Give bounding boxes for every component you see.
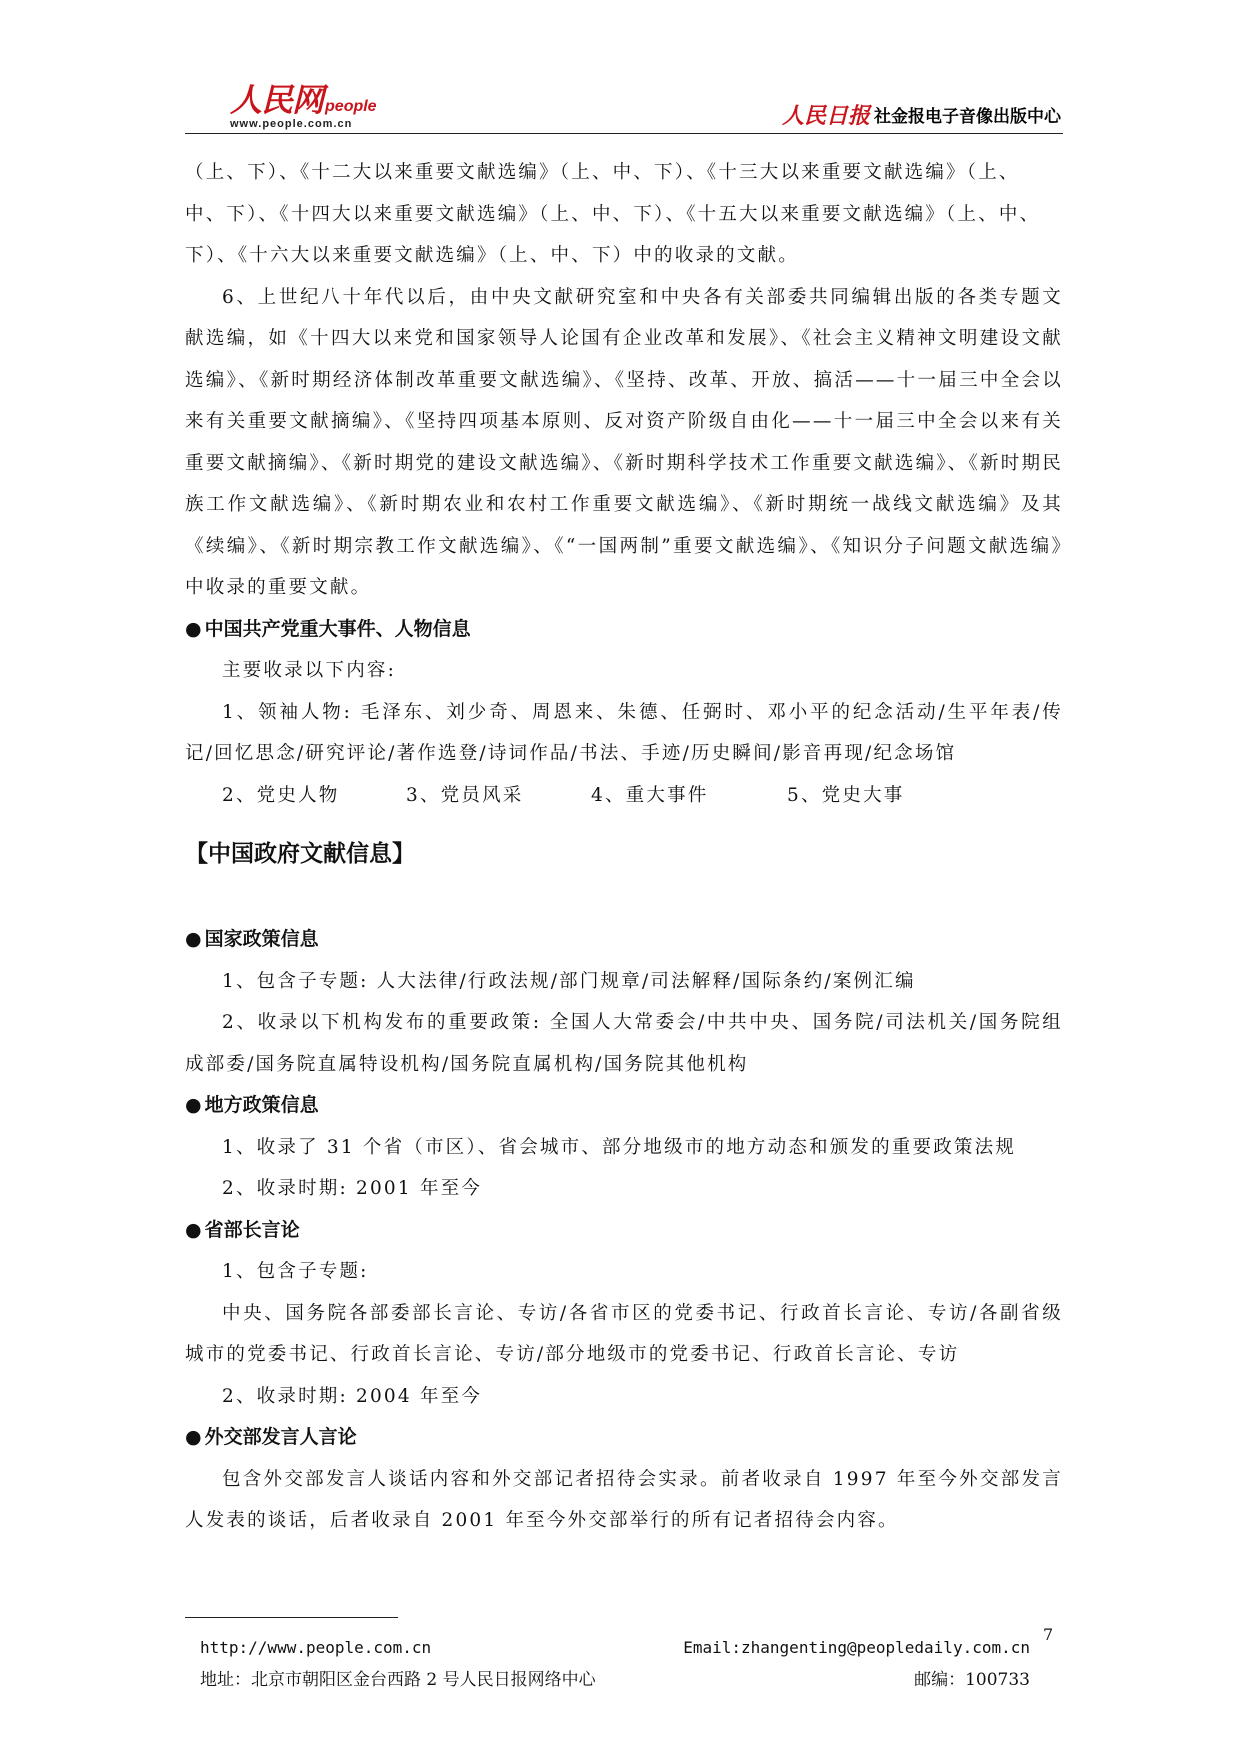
people-daily-logo: 人民日报 [781, 103, 870, 129]
heading-text: 外交部发言人言论 [204, 1426, 357, 1448]
heading-text: 省部长言论 [204, 1218, 300, 1241]
publisher-center-name: 社金报电子音像出版中心 [874, 107, 1061, 127]
paragraph: 1、收录了 31 个省（市区）、省会城市、部分地级市的地方动态和颁发的重要政策法规 [222, 1136, 1017, 1158]
heading-text: 中国共产党重大事件、人物信息 [204, 617, 471, 640]
heading-foreign-ministry [185, 1417, 1063, 1459]
paragraph: 主要收录以下内容: [222, 660, 397, 681]
paragraph: 1、包含子专题: 人大法律/行政法规/部门规章/司法解释/国际条约/案例汇编 [222, 970, 916, 992]
paragraph-special-collections: 6、上世纪八十年代以后，由中央文献研究室和中央各有关部委共同编辑出版的各类专题文献选编，如《十四大以来党和国家领导人论国有企业改革和发展》、《社会主义精神文明建设文献选编》、《新时期经济体制改革重要文献选编》、《坚持、改革、开放、搞活——十一届三中全会以来有关重要文献摘编》、《坚持四项基本原则、反对资产阶级自由化——十一届三中全会以来有关重要文献摘编》、《新时期党的建设文献选编》、《新时期科学技术工作重要文献选编》、《新时期民族工作文献选编》、《新时期农业和农村工作重要文献选编》、《新时期统一战线文献选编》及其《续编》、《新时期宗教工作文献选编》、《“一国两制”重要文献选编》、《知识分子问题文献选编》中收录的重要文献。 [185, 286, 1063, 598]
bullet-icon: ● [185, 1426, 202, 1448]
people-net-logo [230, 81, 377, 130]
footer-postcode: 邮编：100733 [914, 1670, 1030, 1690]
paragraph: 2、收录时期: 2001 年至今 [222, 1178, 483, 1199]
paragraph-line: 中、下）、《十四大以来重要文献选编》（上、中、下）、《十五大以来重要文献选编》（上、中、 [185, 203, 1041, 225]
header-divider [185, 133, 1063, 134]
party-item: 5、党史大事 [787, 784, 905, 806]
paragraph: 1、包含子专题: [222, 1261, 369, 1282]
paragraph-leaders: 1、领袖人物: 毛泽东、刘少奇、周恩来、朱德、任弼时、邓小平的纪念活动/生平年表/传记/回忆思念/研究评论/著作选登/诗词作品/书法、手迹/历史瞬间/影音再现/纪念场馆 [185, 701, 1063, 764]
document-body [185, 152, 1063, 1542]
party-item: 3、党员风采 [406, 784, 524, 806]
footer-url: http://www.people.com.cn [200, 1638, 432, 1657]
paragraph: 2、收录时期: 2004 年至今 [222, 1385, 483, 1407]
party-item: 2、党史人物 [222, 784, 340, 806]
paragraph: 包含外交部发言人谈话内容和外交部记者招待会实录。前者收录自 1997 年至今外交部发言人发表的谈话，后者收录自 2001 年至今外交部举行的所有记者招待会内容。 [185, 1468, 1063, 1531]
heading-party-events [185, 609, 1063, 651]
footer-divider [185, 1617, 398, 1618]
heading-local-policy [185, 1085, 1063, 1127]
heading-text: 国家政策信息 [204, 928, 319, 950]
page-number: 7 [1043, 1625, 1054, 1644]
heading-minister-remarks [185, 1210, 1063, 1252]
section-title-gov-docs: 【中国政府文献信息】 [185, 841, 415, 867]
heading-text: 地方政策信息 [204, 1094, 319, 1116]
heading-national-policy [185, 919, 1063, 961]
footer-address: 地址：北京市朝阳区金台西路 2 号人民日报网络中心 [200, 1670, 596, 1690]
paragraph: 2、收录以下机构发布的重要政策: 全国人大常委会/中共中央、国务院/司法机关/国务院组成部委/国务院直属特设机构/国务院直属机构/国务院其他机构 [185, 1012, 1063, 1075]
party-items-row [185, 775, 1063, 817]
logo-url: www.people.com.cn [230, 118, 353, 130]
bullet-icon: ● [185, 617, 202, 640]
paragraph-line: 下）、《十六大以来重要文献选编》（上、中、下）中的收录的文献。 [185, 245, 799, 266]
paragraph: 中央、国务院各部委部长言论、专访/各省市区的党委书记、行政首长言论、专访/各副省级城市的党委书记、行政首长言论、专访/部分地级市的党委书记、行政首长言论、专访 [185, 1302, 1063, 1365]
page-footer [200, 1632, 1030, 1696]
footer-email: Email:zhangenting@peopledaily.com.cn [683, 1638, 1030, 1657]
publisher-mark [782, 104, 1061, 128]
paragraph-line: （上、下）、《十二大以来重要文献选编》（上、中、下）、《十三大以来重要文献选编》（上、 [185, 162, 1020, 183]
logo-people-text: people [325, 98, 377, 115]
bullet-icon: ● [185, 1094, 202, 1116]
bullet-icon: ● [185, 1218, 202, 1241]
party-item: 4、重大事件 [591, 784, 709, 806]
logo-main-text: 人民网 [230, 81, 324, 119]
page-header [0, 0, 1241, 150]
bullet-icon: ● [185, 928, 202, 950]
